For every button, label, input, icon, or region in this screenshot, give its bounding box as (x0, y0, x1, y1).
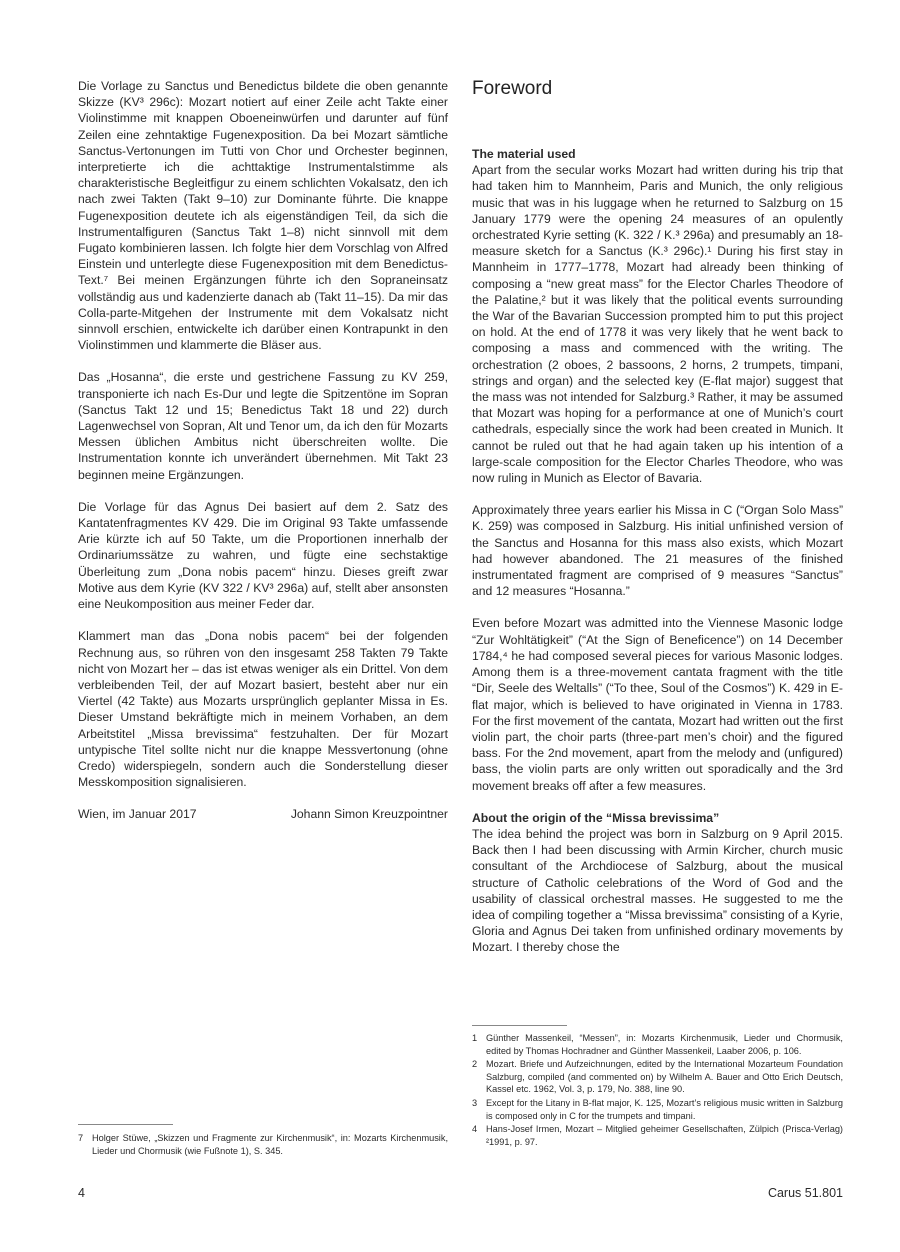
footnote-item (472, 1123, 843, 1148)
paragraph-hosanna: Das „Hosanna“, die erste und gestrichene Fassung zu KV 259, transponierte ich nach Es-Dur und legte die Spitzentöne im Sopran (Sanctus Takt 12 und 15; Benedictus Takt 18 und 22) durch Lagenwechsel von Sopran, Alt und Tenor um, da ich den für Mozarts Messen üblichen Ambitus nicht überschreiten wollte. Die Instrumentation konnte ich unverändert übernehmen. Mit Takt 23 beginnen meine Ergänzungen. (78, 370, 448, 482)
signature-author: Johann Simon Kreuzpointner (290, 807, 448, 822)
footnote-number: 7 (78, 1133, 84, 1143)
footnote-item (472, 1058, 843, 1096)
footnotes-left (78, 1132, 448, 1158)
footnote-rule-left (78, 1124, 173, 1125)
footnote-item (78, 1132, 448, 1157)
section-heading-origin: About the origin of the “Missa brevissima” (472, 810, 720, 825)
footnote-text: Holger Stüwe, „Skizzen und Fragmente zur Kirchenmusik“, in: Mozarts Kirchenmusik, Lieder und Chormusik (wie Fußnote 1), S. 345. (92, 1133, 448, 1156)
paragraph-sanctus-benedictus: Die Vorlage zu Sanctus und Benedictus bildete die oben genannte Skizze (KV³ 296c): Mozart notiert auf einer Zeile acht Takte einer Violinstimme mit knappen Oboeneinwürfen und darunter auf fünf Zeilen eine zehntaktige Fugenexposition. Da bei Mozart sämtliche Sanctus-Vertonungen im Tutti von Chor und Orchester beginnen, interpretierte ich die achttaktige Instrumentalstimme als charakteristische Begleitfigur zu einem schlichten Vokalsatz, den ich nach zwei Takten (Takt 9–10) zur Dominante führte. Die knappe Fugenexposition deutete ich als eigenständigen Teil, da sich die Instrumentalfiguren (Sanctus Takt 1–8) nicht sinnvoll mit dem Fugato kombinieren lassen. Ich folgte hier dem Vorschlag von Alfred Einstein und unterlegte diese Fugenexposition mit dem Benedictus-Text.⁷ Bei meinen Ergänzungen führte ich den Sopraneinsatz vollständig aus und kadenzierte danach ab (Takt 11–15). Da mir das Colla-parte-Mitgehen der Instrumente mit dem Vokalsatz nicht sinnvoll erschien, entwickelte ich darüber einen Kontrapunkt in den Violinstimmen und klammerte die Bläser aus. (78, 79, 448, 353)
paragraph-dona-nobis: Klammert man das „Dona nobis pacem“ bei der folgenden Rechnung aus, so rühren von den insgesamt 258 Takten 79 Takte nicht von Mozart her – das ist etwas weniger als ein Drittel. Von dem verbleibenden Teil, der auf Mozart basiert, besteht aber nur ein Viertel (42 Takte) aus Mozarts ursprünglich geplanter Missa in Es. Dieser Umstand bekräftigte mich in meinem Vorhaben, an dem Arbeitstitel „Missa brevissima“ festzuhalten. Der für Mozart untypische Titel sollte nicht nur die knappe Messvertonung (ohne Credo) widerspiegeln, sondern auch die Sonderstellung dieser Messkomposition signalisieren. (78, 629, 448, 790)
left-column (78, 78, 448, 823)
footnote-number: 2 (472, 1059, 478, 1070)
paragraph-origin: The idea behind the project was born in Salzburg on 9 April 2015. Back then I had been discussing with Armin Kircher, church music consultant of the Archdiocese of Salzburg, about the musical structure of Catholic celebrations of the Word of God and the usability of classical orchestral masses. He suggested to me the idea of compiling together a “Missa brevissima” consisting of a Kyrie, Gloria and Agnus Dei taken from unfinished ordinary movements by Mozart. I thereby chose the (472, 826, 843, 955)
signature-place-date: Wien, im Januar 2017 (78, 807, 197, 822)
catalog-number: Carus 51.801 (767, 1186, 843, 1200)
section-heading-material: The material used (472, 147, 576, 161)
footnote-item (472, 1032, 843, 1057)
footnote-number: 1 (472, 1033, 478, 1043)
signature-line (78, 806, 448, 822)
paragraph-masonic: Even before Mozart was admitted into the Viennese Masonic lodge “Zur Wohltätigkeit” (“At the Sign of Beneficence”) on 14 December 1784,⁴ he had composed several pieces for various Masonic lodges. Among them is a three-movement cantata fragment with the title “Dir, Seele des Weltalls” (“To thee, Soul of the Cosmos”) K. 429 in E-flat major, which is believed to have originated in Vienna in 1783. For the first movement of the cantata, Mozart had written out the first violin part, the choir parts (three-part men’s choir) and the figured bass. For the 2nd movement, apart from the melody and (unfigured) bass, the violin parts are only written out sporadically and the 3rd movement breaks off after a few measures. (472, 616, 843, 793)
footnote-text: Except for the Litany in B-flat major, K. 125, Mozart’s religious music written in Salzburg is composed only in C for the trumpets and timpani. (486, 1097, 843, 1121)
footnote-text: Hans-Josef Irmen, Mozart – Mitglied geheimer Gesellschaften, Zülpich (Prisca-Verlag) ²1991, p. 97. (486, 1124, 843, 1147)
right-column (472, 78, 843, 972)
paragraph-missa-in-c: Approximately three years earlier his Missa in C (“Organ Solo Mass” K. 259) was composed in Salzburg. His initial unfinished version of the Sanctus and Hosanna for this mass also exists, which Mozart had however abandoned. The 21 measures of the finished instrumentated fragment are comprised of 9 measures “Sanctus” and 12 measures “Hosanna.” (472, 503, 843, 599)
paragraph-material: Apart from the secular works Mozart had written during his trip that had taken him to Mannheim, Paris and Munich, the only religious music that was in his luggage when he returned to Salzburg on 15 January 1779 were the opening 24 measures of an opulently orchestrated Kyrie setting (K. 322 / K.³ 296a) and presumably an 18-measure sketch for a Sanctus (K.³ 296c).¹ During his first stay in Mannheim in 1777–1778, Mozart had already been thinking of composing a “new great mass” for the Elector Charles Theodore of the Palatine,² but it was likely that the political events surrounding the War of the Bavarian Succession prompted him to put this project on hold. At the end of 1778 it was very likely that he went back to composing a mass and commenced with the writing. The orchestration (2 oboes, 2 bassoons, 2 horns, 2 trumpets, timpani, strings and organ) and the selected key (E-flat major) suggest that the mass was not intended for Salzburg.³ Rather, it may be assumed that Mozart was hoping for a performance at one of Munich’s court cathedrals, especially since the work had been created in Munich. It cannot be ruled out that he had again taken up his intention of a large-scale composition for the Elector Charles Theodore, who was now ruling in Munich as Elector of Bavaria. (472, 163, 843, 486)
page-title: Foreword (472, 78, 553, 99)
footnote-rule-right (472, 1025, 567, 1026)
page-number: 4 (78, 1186, 85, 1200)
footnote-number: 4 (472, 1124, 478, 1135)
footnote-item (472, 1097, 843, 1122)
footnote-number: 3 (472, 1097, 478, 1108)
paragraph-agnus-dei: Die Vorlage für das Agnus Dei basiert auf dem 2. Satz des Kantatenfragmentes KV 429. Die im Original 93 Takte umfassende Arie kürzte ich auf 50 Takte, um die Proportionen innerhalb der Ordinariumssätze zu wahren, und fügte eine sechstaktige Überleitung zum „Dona nobis pacem“ hinzu. Dieses greift zwar Motive aus dem Kyrie (KV 322 / KV³ 296a) auf, stellt aber ansonsten eine Neukomposition aus meiner Feder dar. (78, 499, 448, 612)
footnotes-right (472, 1032, 843, 1149)
footnote-text: Mozart. Briefe und Aufzeichnungen, edited by the International Mozarteum Foundation Salzburg, compiled (and commented on) by Wilhelm A. Bauer and Otto Erich Deutsch, Kassel etc. 1962, Vol. 3, p. 179, No. 388, line 90. (486, 1059, 843, 1095)
footnote-text: Günther Massenkeil, “Messen”, in: Mozarts Kirchenmusik, Lieder und Chormusik, edited by Thomas Hochradner and Günther Massenkeil, Laaber 2006, p. 106. (486, 1033, 843, 1056)
